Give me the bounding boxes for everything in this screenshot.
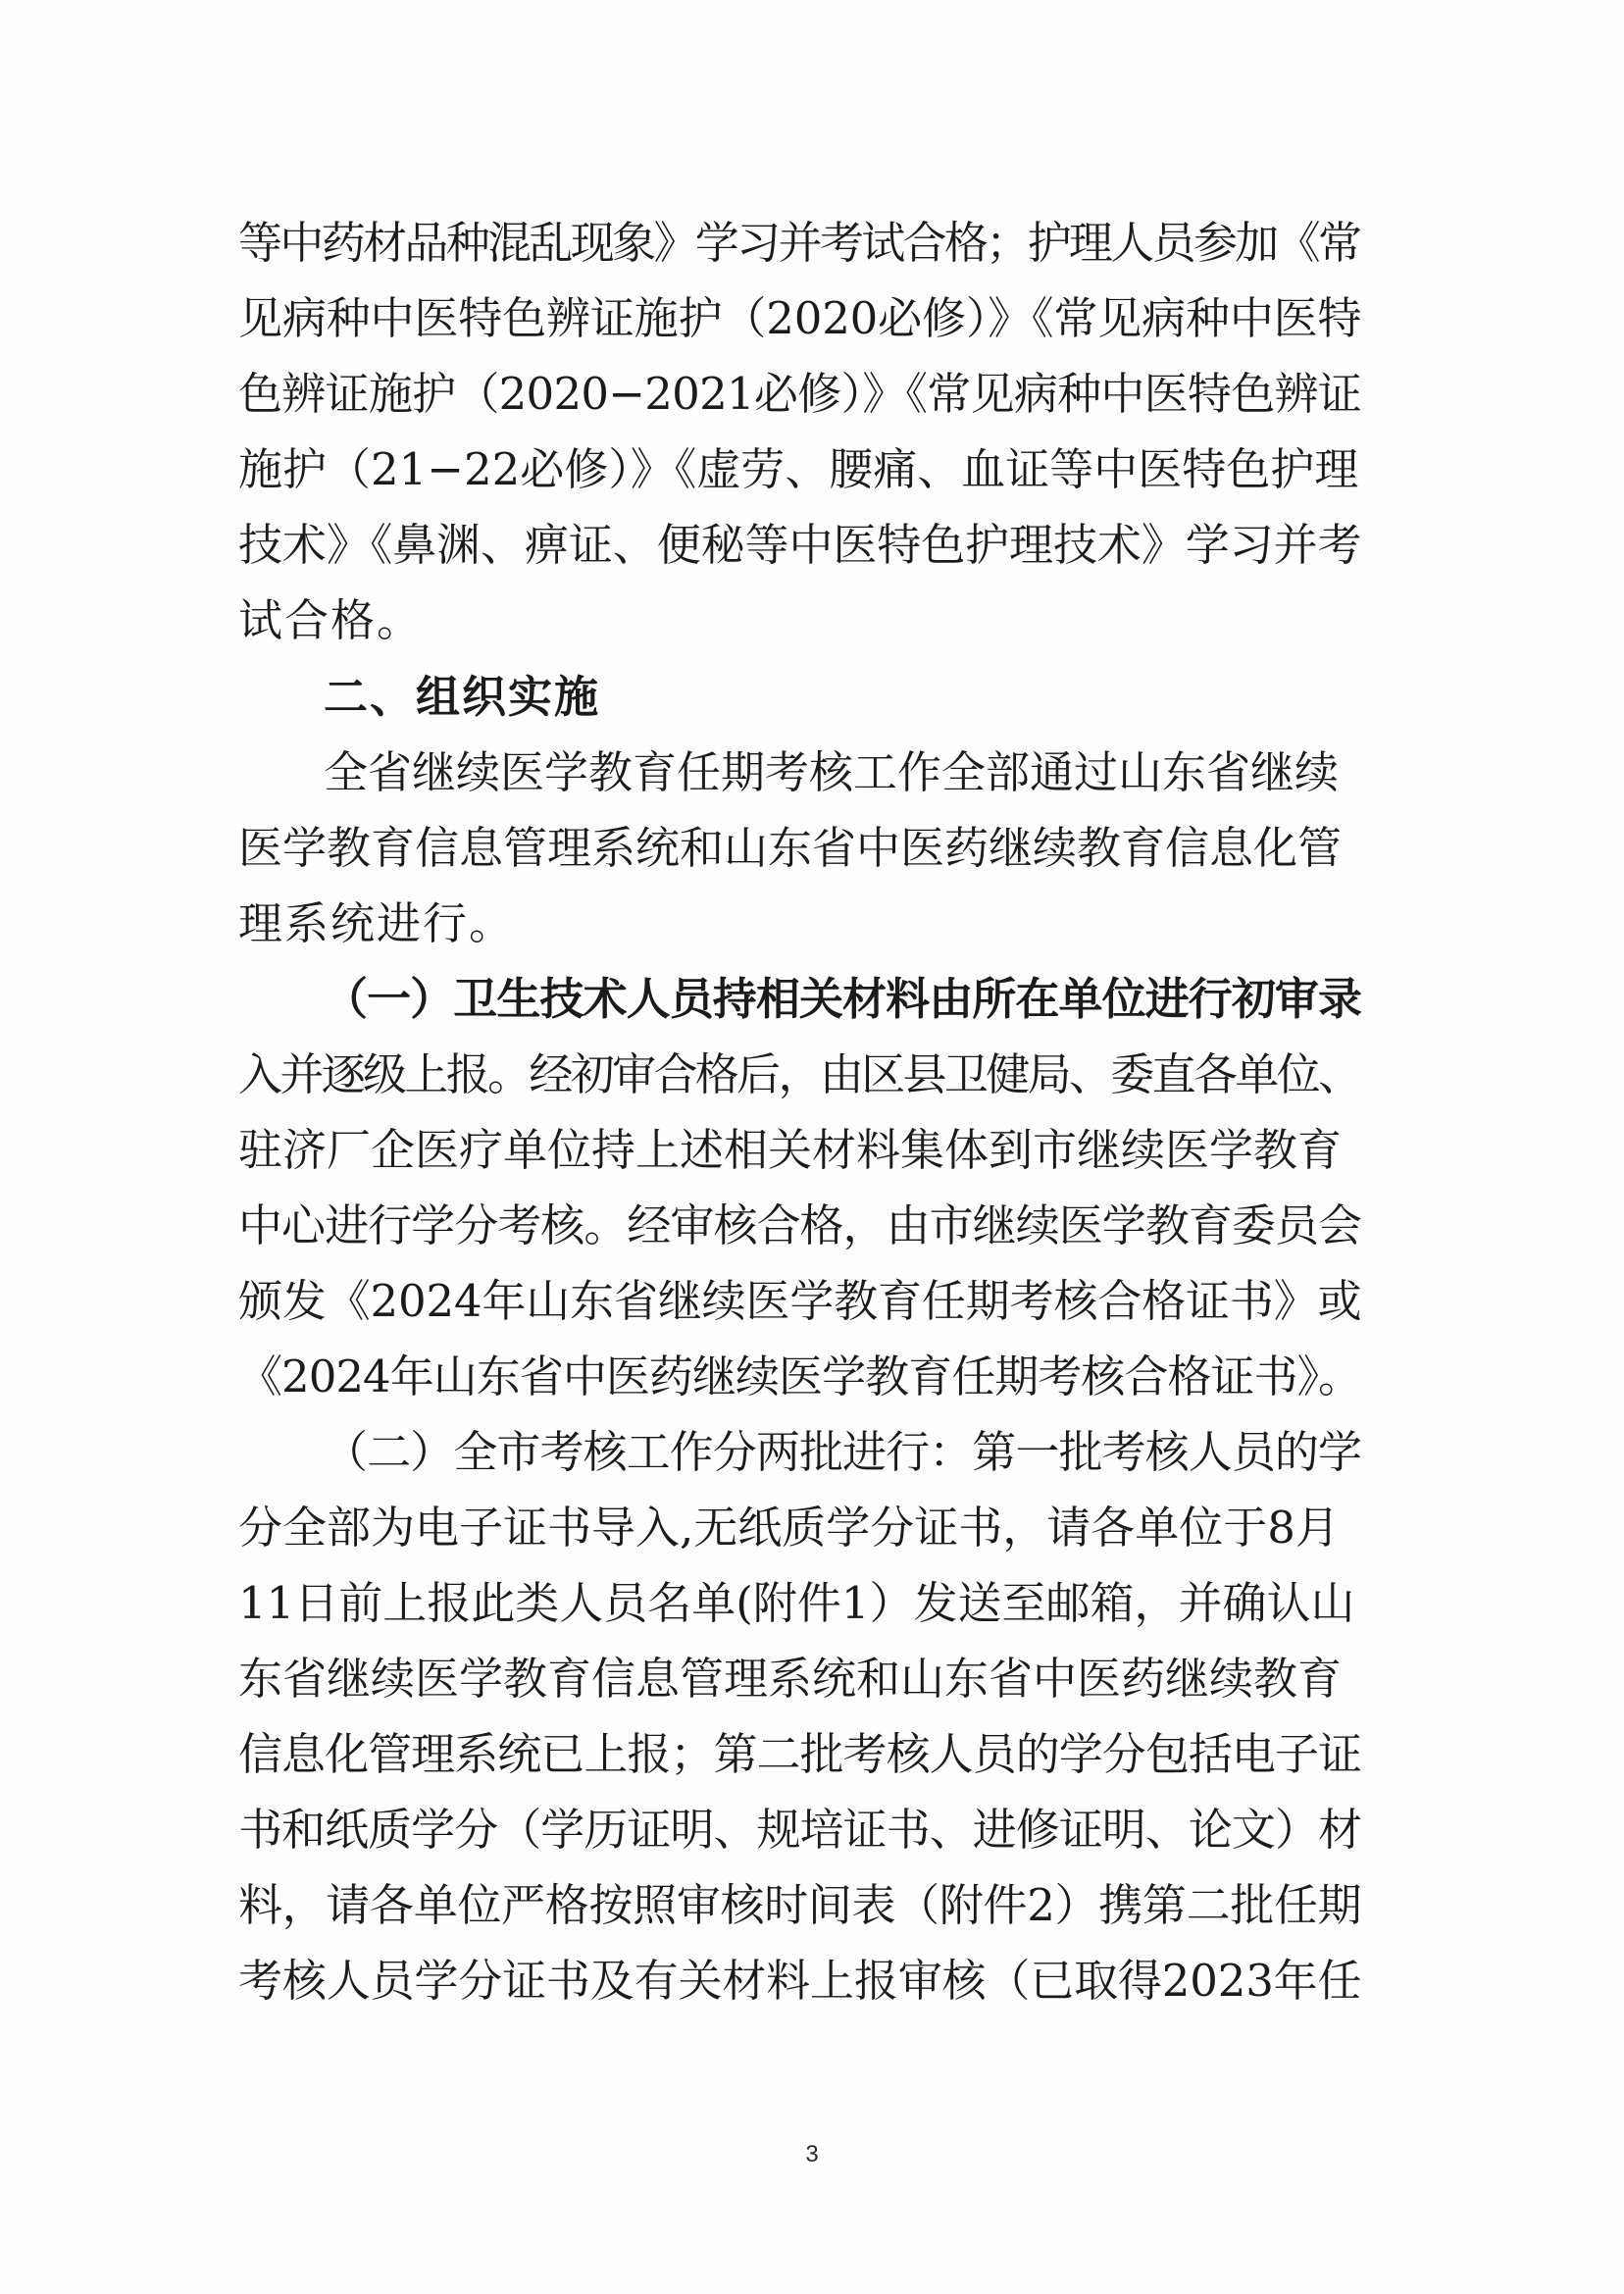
section-heading: 二、组织实施 [324,671,601,723]
text-line: 东省继续医学教育信息管理系统和山东省中医药继续教育 [238,1653,1343,1705]
text-line: 见病种中医特色辨证施护（2020必修）》《常见病种中医特 [238,292,1362,344]
text-line: 技术》《鼻渊、痹证、便秘等中医特色护理技术》学习并考 [238,519,1362,571]
text-line: 医学教育信息管理系统和山东省中医药继续教育信息化管 [238,822,1343,874]
text-line: 全省继续医学教育任期考核工作全部通过山东省继续 [324,746,1340,798]
text-line: 颁发《2024年山东省继续医学教育任期考核合格证书》或 [238,1275,1362,1327]
text-line: 考核人员学分证书及有关材料上报审核（已取得2023年任 [238,1955,1362,2007]
text-line: 信息化管理系统已上报；第二批考核人员的学分包括电子证 [238,1728,1362,1780]
text-line: 中心进行学分考核。经审核合格，由市继续医学教育委员会 [238,1199,1362,1251]
text-line: 驻济厂企医疗单位持上述相关材料集体到市继续医学教育 [238,1124,1343,1176]
text-line: 施护（21−22必修）》《虚劳、腰痛、血证等中医特色护理 [238,443,1359,495]
text-line: 分全部为电子证书导入,无纸质学分证书，请各单位于8月 [238,1502,1340,1554]
text-line: （二）全市考核工作分两批进行：第一批考核人员的学 [324,1426,1362,1478]
text-line: 试合格。 [238,594,424,646]
text-line: 11日前上报此类人员名单(附件1）发送至邮箱，并确认山 [238,1577,1355,1629]
text-line: 入并逐级上报。经初审合格后，由区县卫健局、委直各单位、 [238,1048,1360,1100]
text-line: 色辨证施护（2020−2021必修）》《常见病种中医特色辨证 [238,368,1362,420]
page-number: 3 [805,2141,819,2167]
text-line: 理系统进行。 [238,897,516,949]
subsection-lead-line: （一）卫生技术人员持相关材料由所在单位进行初审录 [324,973,1362,1025]
text-line: 《2024年山东省中医药继续医学教育任期考核合格证书》。 [238,1351,1362,1402]
text-line: 料，请各单位严格按照审核时间表（附件2）携第二批任期 [238,1879,1362,1931]
text-line: 书和纸质学分（学历证明、规培证书、进修证明、论文）材 [238,1804,1362,1856]
text-line: 等中药材品种混乱现象》学习并考试合格；护理人员参加《常 [238,217,1360,269]
